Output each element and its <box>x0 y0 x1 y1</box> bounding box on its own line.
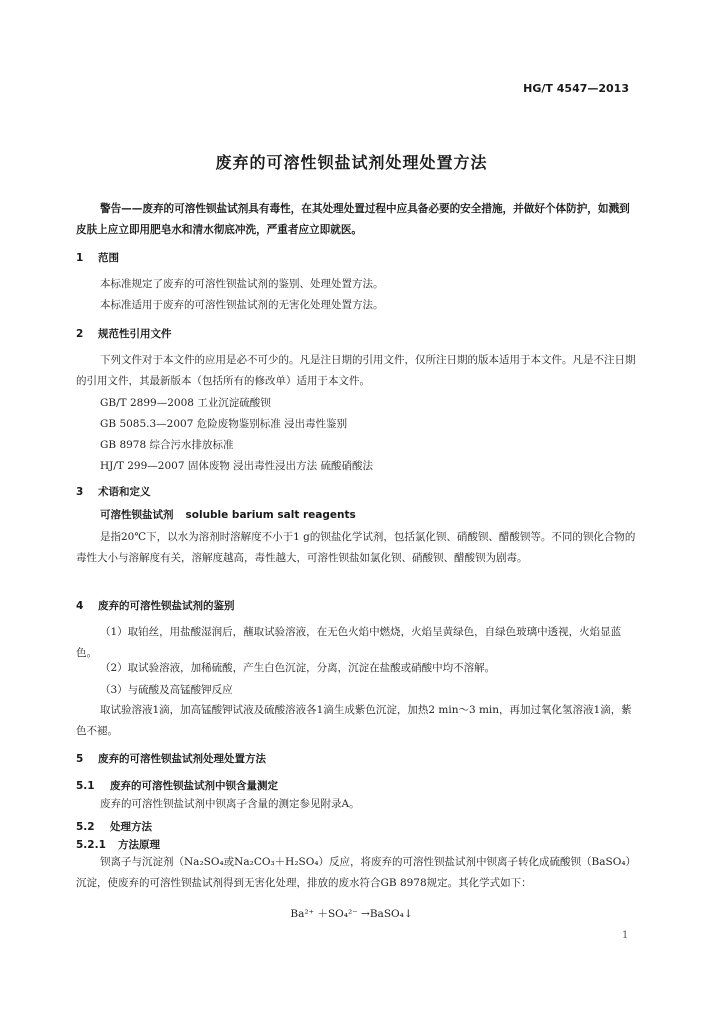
section-title: 规范性引用文件 <box>98 328 172 340</box>
paragraph: 下列文件对于本文件的应用是必不可少的。凡是注日期的引用文件，仅所注日期的版本适用于本文件。凡是不注日期的引用文件，其最新版本（包括所有的修改单）适用于本文件。 <box>76 354 636 387</box>
section-number: 4 <box>76 600 84 612</box>
chemical-formula: Ba²⁺ ＋SO₄²⁻ →BaSO₄↓ <box>290 908 413 920</box>
paragraph: （3）与硫酸及高锰酸钾反应 <box>100 684 233 696</box>
term-english: soluble barium salt reagents <box>185 509 356 521</box>
page-title: 废弃的可溶性钡盐试剂处理处置方法 <box>215 153 488 172</box>
section-number: 1 <box>76 252 84 264</box>
paragraph: 本标准规定了废弃的可溶性钡盐试剂的鉴别、处理处置方法。 <box>100 278 384 290</box>
standard-number: HG/T 4547—2013 <box>523 82 629 95</box>
reference-item: HJ/T 299—2007 固体废物 浸出毒性浸出方法 硫酸硝酸法 <box>100 460 374 472</box>
reference-item: GB/T 2899—2008 工业沉淀硫酸钡 <box>100 397 271 409</box>
section-5-heading <box>76 751 266 766</box>
section-number: 5.1 <box>76 780 95 792</box>
section-title: 术语和定义 <box>98 486 151 498</box>
section-number: 5 <box>76 753 84 765</box>
section-1-heading <box>76 250 119 265</box>
section-number: 5.2 <box>76 821 95 833</box>
reference-item: GB 8978 综合污水排放标准 <box>100 439 234 451</box>
section-5-1-heading <box>76 778 278 793</box>
section-number: 5.2.1 <box>76 839 106 851</box>
section-title: 方法原理 <box>118 839 160 851</box>
definition-text: 是指20℃下，以水为溶剂时溶解度不小于1 g的钡盐化学试剂，包括氯化钡、硝酸钡、醋酸钡等。不同的钡化合物的毒性大小与溶解度有关，溶解度越高，毒性越大，可溶性钡盐如氯化钡、硝酸钡、醋酸钡为剧毒。 <box>76 531 636 564</box>
paragraph: 本标准适用于废弃的可溶性钡盐试剂的无害化处理处置方法。 <box>100 299 384 311</box>
section-title: 废弃的可溶性钡盐试剂处理处置方法 <box>98 753 266 765</box>
paragraph: 废弃的可溶性钡盐试剂中钡离子含量的测定参见附录A。 <box>100 798 360 810</box>
section-5-2-heading <box>76 819 152 834</box>
section-3-heading <box>76 484 151 499</box>
term-entry <box>100 507 356 522</box>
section-title: 范围 <box>98 252 119 264</box>
section-title: 废弃的可溶性钡盐试剂中钡含量测定 <box>110 780 278 792</box>
section-4-heading <box>76 598 235 613</box>
section-number: 3 <box>76 486 84 498</box>
paragraph: （1）取铂丝，用盐酸湿润后，蘸取试验溶液，在无色火焰中燃烧，火焰呈黄绿色，自绿色玻璃中透视，火焰显蓝色。 <box>76 626 622 659</box>
warning-text: 警告——废弃的可溶性钡盐试剂具有毒性，在其处理处置过程中应具备必要的安全措施，并做好个体防护，如溅到皮肤上应立即用肥皂水和清水彻底冲洗，严重者应立即就医。 <box>76 203 630 236</box>
reference-item: GB 5085.3—2007 危险废物鉴别标准 浸出毒性鉴别 <box>100 418 348 430</box>
section-number: 2 <box>76 328 84 340</box>
section-5-2-1-heading <box>76 837 160 852</box>
section-2-heading <box>76 326 172 341</box>
term-chinese: 可溶性钡盐试剂 <box>100 509 174 521</box>
section-title: 处理方法 <box>110 821 152 833</box>
paragraph: 取试验溶液1滴，加高锰酸钾试液及硫酸溶液各1滴生成紫色沉淀，加热2 min～3 min，再加过氧化氢溶液1滴，紫色不褪。 <box>76 704 632 737</box>
section-title: 废弃的可溶性钡盐试剂的鉴别 <box>98 600 235 612</box>
paragraph: （2）取试验溶液，加稀硫酸，产生白色沉淀，分离，沉淀在盐酸或硝酸中均不溶解。 <box>100 662 496 674</box>
page-mark: 1 <box>622 930 629 941</box>
paragraph: 钡离子与沉淀剂（Na₂SO₄或Na₂CO₃＋H₂SO₄）反应，将废弃的可溶性钡盐试剂中钡离子转化成硫酸钡（BaSO₄）沉淀，使废弃的可溶性钡盐试剂得到无害化处理，排放的废水符合GB 8978规定。其化学式如下： <box>76 856 631 889</box>
